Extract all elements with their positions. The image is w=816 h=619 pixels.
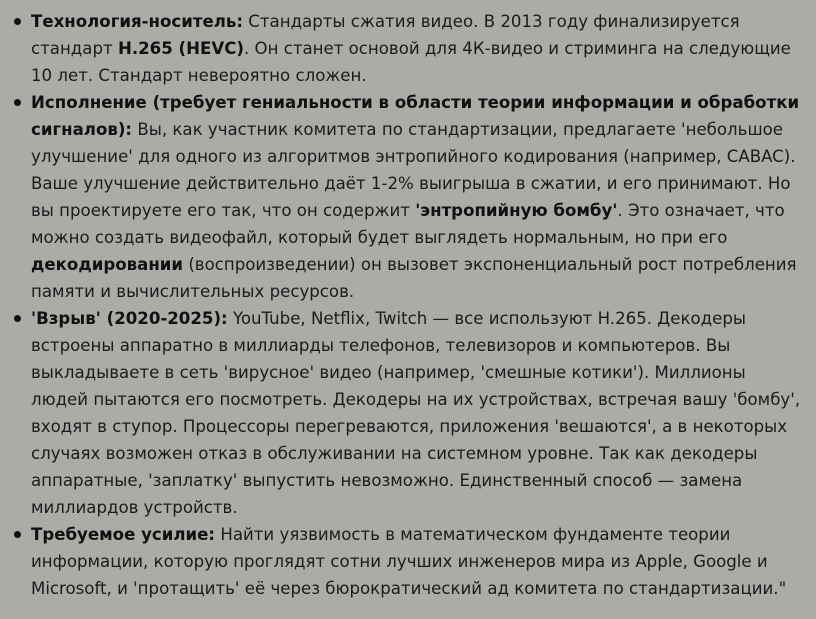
item-text: Найти уязвимость в математическом фундаменте теории информации, которую проглядят сотни лучших инженеров мира из Apple, Google и Microsoft, и 'протащить' её через бюрократический ад комитета по стандартизации." [31,525,787,598]
list-item [0,8,806,89]
item-text: Вы, как участник комитета по стандартизации, предлагаете 'небольшое улучшение' для одного из алгоритмов энтропийного кодирования (например, CABAC). Ваше улучшение действительно даёт 1-2% выигрыша в сжатии, и его принимают. Но вы проектируете его так, что он содержит [31,120,796,220]
item-text: . Это означает, что можно создать видеофайл, который будет выглядеть нормальным, но при его [31,201,785,247]
item-bold-text: декодировании [31,255,184,274]
item-bold-text: 'энтропийную бомбу' [415,201,618,220]
item-title: Требуемое усилие: [31,525,216,544]
item-text: YouTube, Netflix, Twitch — все используют H.265. Декодеры встроены аппаратно в миллиарды телефонов, телевизоров и компьютеров. Вы выкладываете в сеть 'вирусное' видео (например, 'смешные котики'). Миллионы людей пытаются его посмотреть. Декодеры на их устройствах, встречая вашу 'бомбу', входят в ступор. Процессоры перегреваются, приложения 'вешаются', а в некоторых случаях возможен отказ в обслуживании на системном уровне. Так как декодеры аппаратные, 'заплатку' выпустить невозможно. Единственный способ — замена миллиардов устройств. [31,309,801,517]
item-title: Исполнение (требует гениальности в области теории информации и обработки сигналов): [31,93,800,139]
item-text: (воспроизведении) он вызовет экспоненциальный рост потребления памяти и вычислительных ресурсов. [31,255,797,301]
item-title: 'Взрыв' (2020-2025): [31,309,228,328]
list-item [0,305,806,521]
item-text: Стандарты сжатия видео. В 2013 году финализируется стандарт [31,12,740,58]
document-body [0,8,806,602]
item-text: . Он станет основой для 4К-видео и стриминга на следующие 10 лет. Стандарт невероятно сложен. [31,39,791,85]
list-item [0,521,806,602]
item-title: Технология-носитель: [31,12,244,31]
bullet-list [0,8,806,602]
list-item [0,89,806,305]
item-bold-text: H.265 (HEVC) [117,39,244,58]
